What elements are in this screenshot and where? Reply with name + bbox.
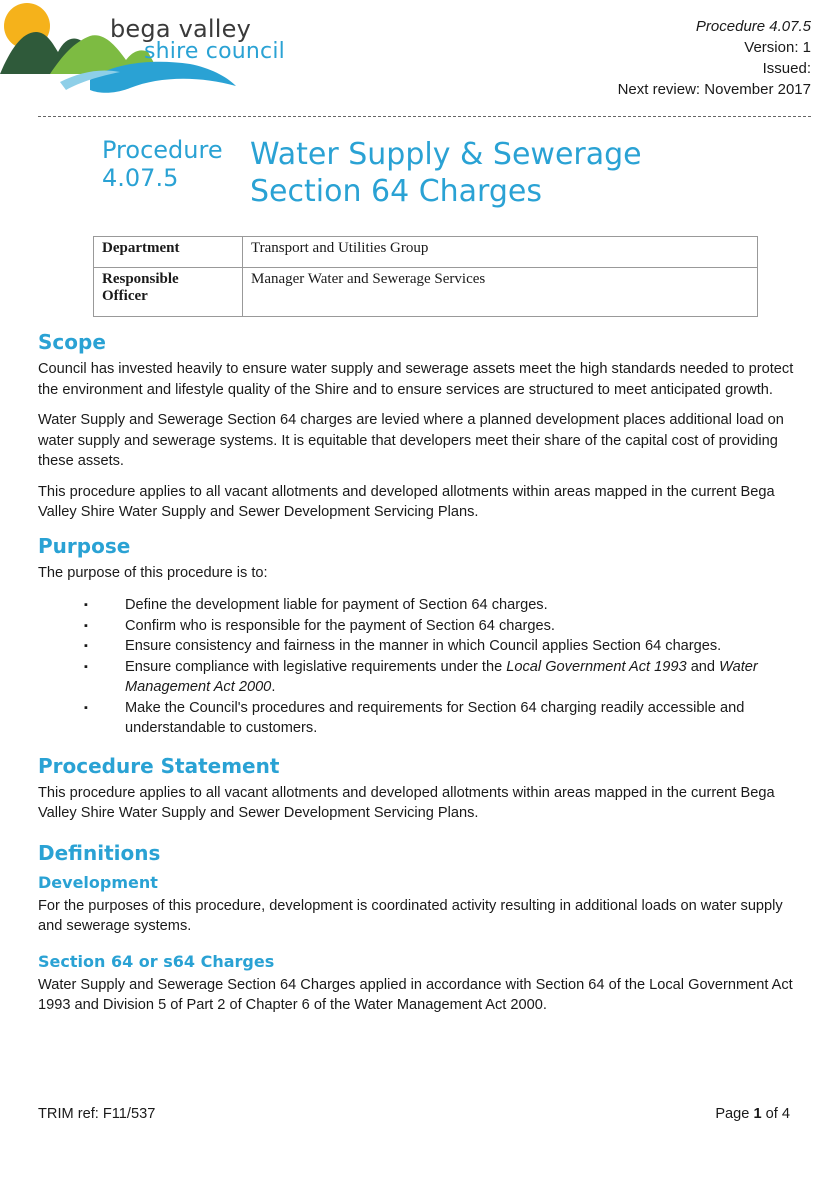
page-label: Page	[715, 1106, 754, 1122]
bullet-icon: ▪	[84, 660, 88, 673]
procedure-label	[102, 136, 223, 192]
list-item-text: .	[271, 679, 276, 695]
document-meta	[618, 16, 811, 100]
procedure-number: Procedure 4.07.5	[695, 18, 811, 35]
s64-heading: Section 64 or s64 Charges	[38, 951, 275, 971]
issued: Issued:	[762, 60, 811, 77]
list-item-text: and	[686, 658, 720, 675]
logo-text-line2: shire council	[144, 39, 285, 64]
s64-definition: Water Supply and Sewerage Section 64 Charges applied in accordance with Section 64 of the Local Government Act 1993 and Division 5 of Part 2 of Chapter 6 of the Water Management Act 2000.	[38, 976, 793, 1013]
act-name: Water Management Act 2000	[125, 658, 758, 695]
table-key: Department	[94, 237, 243, 268]
list-item-text: Ensure consistency and fairness in the manner in which Council applies Section 64 charges.	[125, 638, 722, 654]
purpose-list	[38, 595, 798, 739]
table-row	[94, 268, 758, 317]
page-total: of 4	[761, 1106, 790, 1122]
list-item-text: Confirm who is responsible for the payment of Section 64 charges.	[125, 617, 555, 634]
development-definition: For the purposes of this procedure, development is coordinated activity resulting in additional loads on water supply and sewerage systems.	[38, 897, 783, 934]
procedure-statement-paragraph: This procedure applies to all vacant allotments and developed allotments within areas mapped in the current Bega Valley Shire Water Supply and Sewer Development Servicing Plans.	[38, 784, 775, 821]
logo-text-line1: bega valley	[110, 15, 251, 43]
version: Version: 1	[744, 39, 811, 56]
act-name: Local Government Act 1993	[506, 658, 687, 675]
council-logo	[0, 2, 290, 98]
page-title-line2: Section 64 Charges	[250, 174, 542, 209]
procedure-label-line1: Procedure	[102, 136, 223, 164]
scope-heading: Scope	[38, 330, 106, 354]
page-title-line1: Water Supply & Sewerage	[250, 137, 642, 172]
scope-paragraph-3: This procedure applies to all vacant allotments and developed allotments within areas mapped in the current Bega Valley Shire Water Supply and Sewer Development Servicing Plans.	[38, 483, 775, 520]
list-item	[38, 698, 798, 739]
purpose-intro: The purpose of this procedure is to:	[38, 564, 268, 581]
bullet-icon: ▪	[84, 599, 88, 611]
header-divider	[38, 116, 811, 117]
table-key	[94, 268, 243, 317]
table-value: Manager Water and Sewerage Services	[243, 268, 758, 317]
definitions-heading: Definitions	[38, 840, 161, 865]
purpose-heading: Purpose	[38, 533, 131, 558]
bullet-icon: ▪	[84, 640, 88, 652]
next-review: Next review: November 2017	[617, 81, 811, 98]
scope-paragraph-2: Water Supply and Sewerage Section 64 charges are levied where a planned development places additional load on water supply and sewerage systems. It is equitable that developers meet their share of the capital cost of providing these assets.	[38, 412, 784, 469]
page-number	[715, 1106, 790, 1122]
list-item	[38, 636, 798, 657]
trim-reference: TRIM ref: F11/537	[38, 1106, 156, 1122]
list-item	[38, 595, 798, 616]
table-key-line1: Responsible	[102, 271, 179, 287]
bullet-icon: ▪	[84, 619, 88, 632]
list-item	[38, 657, 798, 698]
list-item	[38, 616, 798, 637]
scope-paragraph-1: Council has invested heavily to ensure water supply and sewerage assets meet the high standards needed to protect the environment and lifestyle quality of the Shire and to ensure services are structured to meet anticipated growth.	[38, 361, 794, 398]
table-key-line2: Officer	[102, 288, 148, 304]
list-item-text: Make the Council's procedures and requirements for Section 64 charging readily accessible and understandable to customers.	[125, 699, 745, 736]
table-value: Transport and Utilities Group	[243, 237, 758, 268]
page-title	[250, 136, 642, 210]
procedure-label-line2: 4.07.5	[102, 164, 179, 192]
bullet-icon: ▪	[84, 701, 88, 714]
procedure-statement-heading: Procedure Statement	[38, 753, 280, 778]
info-table	[93, 236, 758, 317]
current-page: 1	[753, 1106, 762, 1122]
document-body	[38, 325, 798, 1026]
development-heading: Development	[38, 872, 158, 892]
list-item-text: Ensure compliance with legislative requirements under the	[125, 658, 507, 675]
list-item-text: Define the development liable for payment of Section 64 charges.	[125, 597, 548, 613]
table-row	[94, 237, 758, 268]
